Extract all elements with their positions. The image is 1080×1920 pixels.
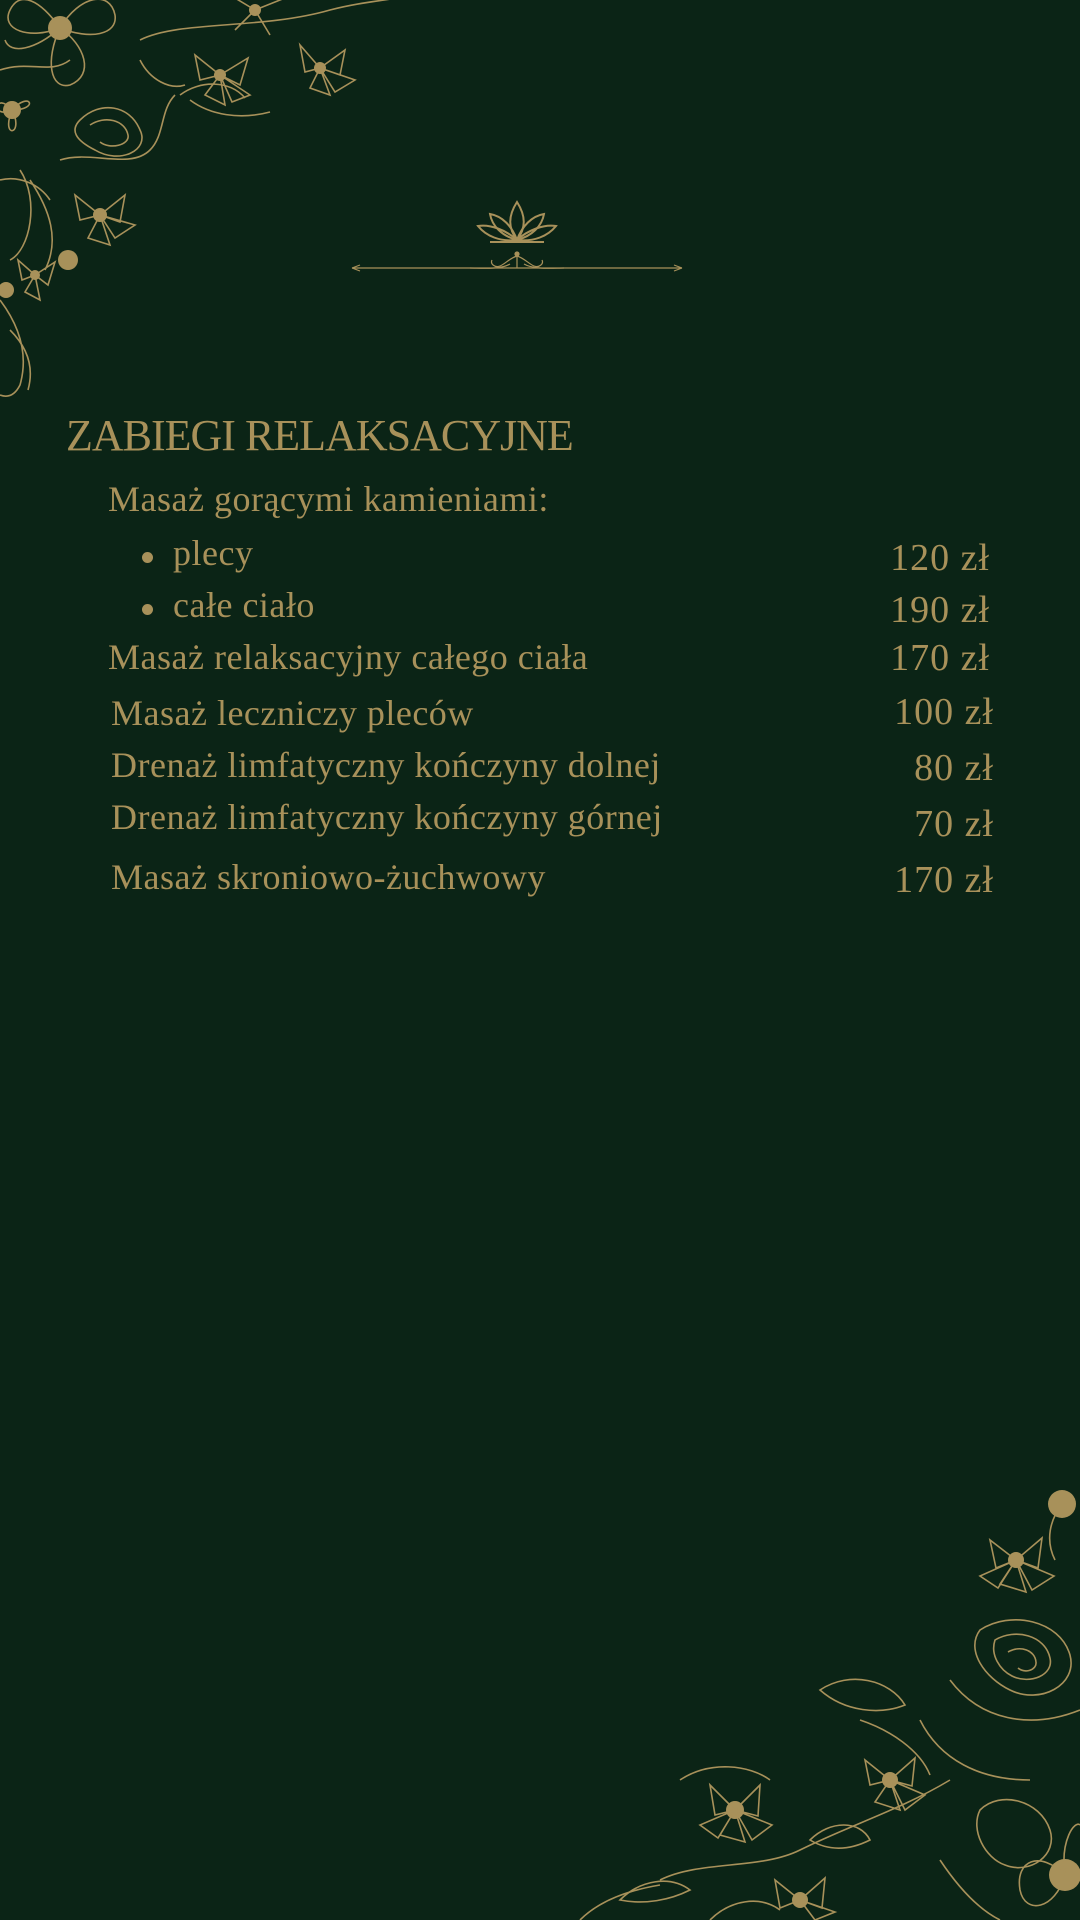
item-price: 100 zł (894, 691, 994, 733)
ornamental-divider (352, 252, 682, 271)
item-label: Masaż relaksacyjny całego ciała (108, 637, 589, 677)
item-price: 120 zł (890, 537, 990, 579)
item-label: Drenaż limfatyczny kończyny górnej (111, 797, 663, 837)
menu-item-tmj-massage (0, 856, 1080, 900)
menu-item-hot-stone-massage (0, 478, 1080, 522)
item-price: 170 zł (894, 859, 994, 901)
lotus-icon (478, 202, 556, 242)
section-title: ZABIEGI RELAKSACYJNE (66, 411, 573, 460)
menu-item-lymph-drainage-upper (0, 796, 1080, 845)
item-label: plecy (173, 533, 254, 573)
lotus-ornament (350, 198, 684, 278)
item-label: Drenaż limfatyczny kończyny dolnej (111, 745, 661, 785)
item-price: 80 zł (914, 747, 994, 789)
item-price: 170 zł (890, 637, 990, 679)
menu-item-full-body (0, 584, 1080, 631)
menu-item-back (0, 532, 1080, 579)
menu-item-therapeutic-back-massage (0, 692, 1080, 736)
bullet-icon (142, 552, 153, 563)
item-label: całe ciało (173, 585, 315, 625)
item-label: Masaż skroniowo-żuchwowy (111, 857, 546, 897)
bullet-icon (142, 604, 153, 615)
menu-item-lymph-drainage-lower (0, 744, 1080, 788)
item-label: Masaż leczniczy pleców (111, 693, 474, 733)
menu-item-relaxation-massage (0, 636, 1080, 680)
item-price: 190 zł (890, 589, 990, 631)
floral-decoration-bottom-right (560, 1480, 1080, 1920)
item-label: Masaż gorącymi kamieniami: (108, 479, 549, 519)
item-price: 70 zł (914, 803, 994, 845)
